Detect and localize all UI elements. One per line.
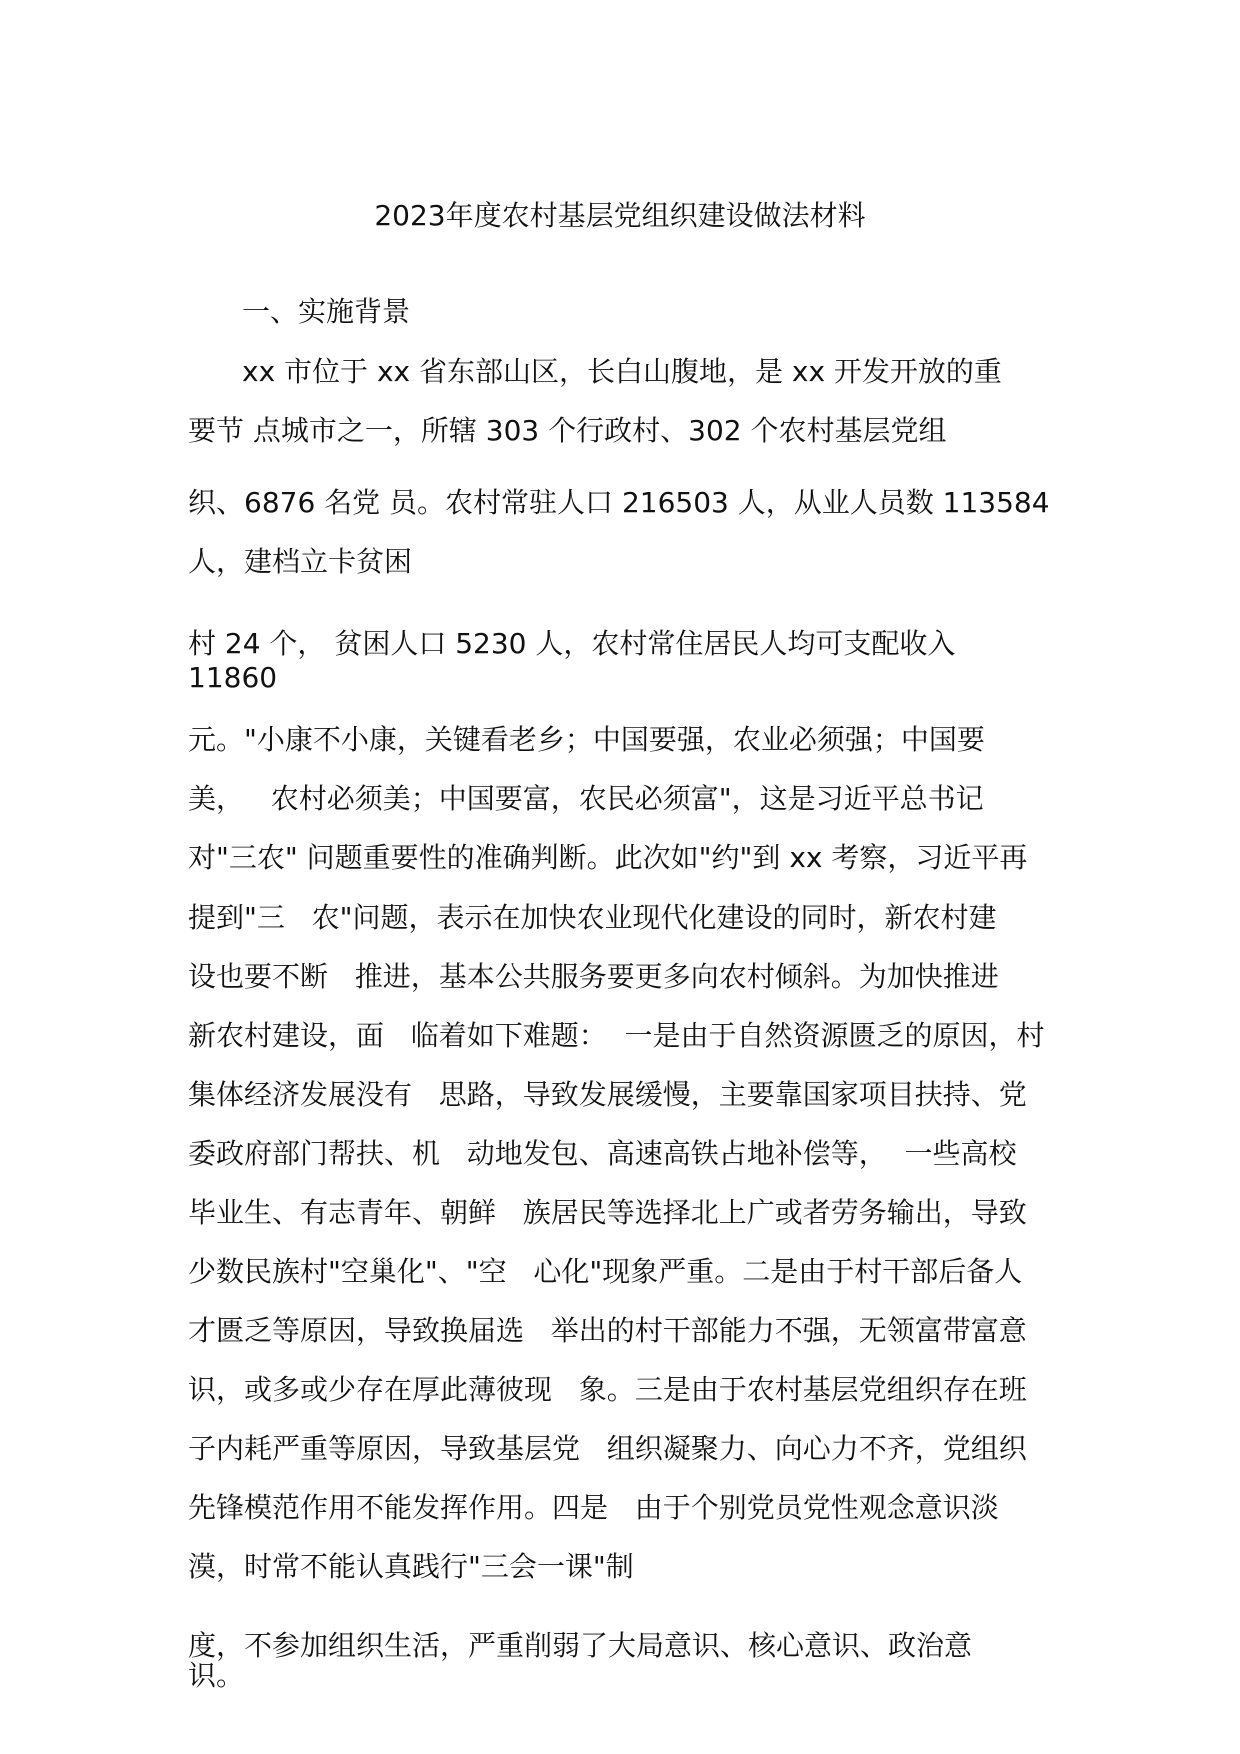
body-line: 元。"小康不小康，关键看老乡；中国要强，农业必须强；中国要 <box>188 723 985 756</box>
body-line: 对"三农" 问题重要性的准确判断。此次如"约"到 xx 考察，习近平再 <box>188 841 1028 874</box>
body-line: 新农村建设，面 临着如下难题： 一是由于自然资源匮乏的原因，村 <box>188 1019 1045 1052</box>
body-line: 子内耗严重等原因，导致基层党 组织凝聚力、向心力不齐，党组织 <box>188 1432 1027 1465</box>
body-line: 人，建档立卡贫困 <box>188 545 413 578</box>
body-line: 要节 点城市之一，所辖 303 个行政村、302 个农村基层党组 <box>188 414 947 447</box>
body-line: 少数民族村"空巢化"、"空 心化"现象严重。二是由于村干部后备人 <box>188 1255 1023 1288</box>
body-line: 美， 农村必须美；中国要富，农民必须富"，这是习近平总书记 <box>188 782 984 815</box>
body-line: 才匮乏等原因，导致换届选 举出的村干部能力不强，无领富带富意 <box>188 1314 1027 1347</box>
body-line: 识。 <box>188 1659 245 1692</box>
body-line: 度，不参加组织生活，严重削弱了大局意识、核心意识、政治意 <box>188 1629 973 1662</box>
body-line: 集体经济发展没有 思路，导致发展缓慢，主要靠国家项目扶持、党 <box>188 1078 1027 1111</box>
body-line: 漠，时常不能认真践行"三会一课"制 <box>188 1550 634 1583</box>
body-line: 设也要不断 推进，基本公共服务要更多向农村倾斜。为加快推进 <box>188 960 999 993</box>
body-line: 识，或多或少存在厚此薄彼现 象。三是由于农村基层党组织存在班 <box>188 1373 1027 1406</box>
body-line: 村 24 个， 贫困人口 5230 人，农村常住居民人均可支配收入 <box>188 627 956 660</box>
body-line: 先锋模范作用不能发挥作用。四是 由于个别党员党性观念意识淡 <box>188 1491 999 1524</box>
body-line: 提到"三 农"问题，表示在加快农业现代化建设的同时，新农村建 <box>188 901 997 934</box>
body-line: 委政府部门帮扶、机 动地发包、高速高铁占地补偿等， 一些高校 <box>188 1137 1017 1170</box>
body-line: 织、6876 名党 员。农村常驻人口 216503 人，从业人员数 113584 <box>188 486 1050 519</box>
body-line: 毕业生、有志青年、朝鲜 族居民等选择北上广或者劳务输出，导致 <box>188 1196 1027 1229</box>
body-line: xx 市位于 xx 省东部山区，长白山腹地，是 xx 开发开放的重 <box>242 355 1002 388</box>
section-heading: 一、实施背景 <box>242 295 411 328</box>
document-title: 2023年度农村基层党组织建设做法材料 <box>374 199 866 232</box>
body-line: 11860 <box>188 661 278 694</box>
